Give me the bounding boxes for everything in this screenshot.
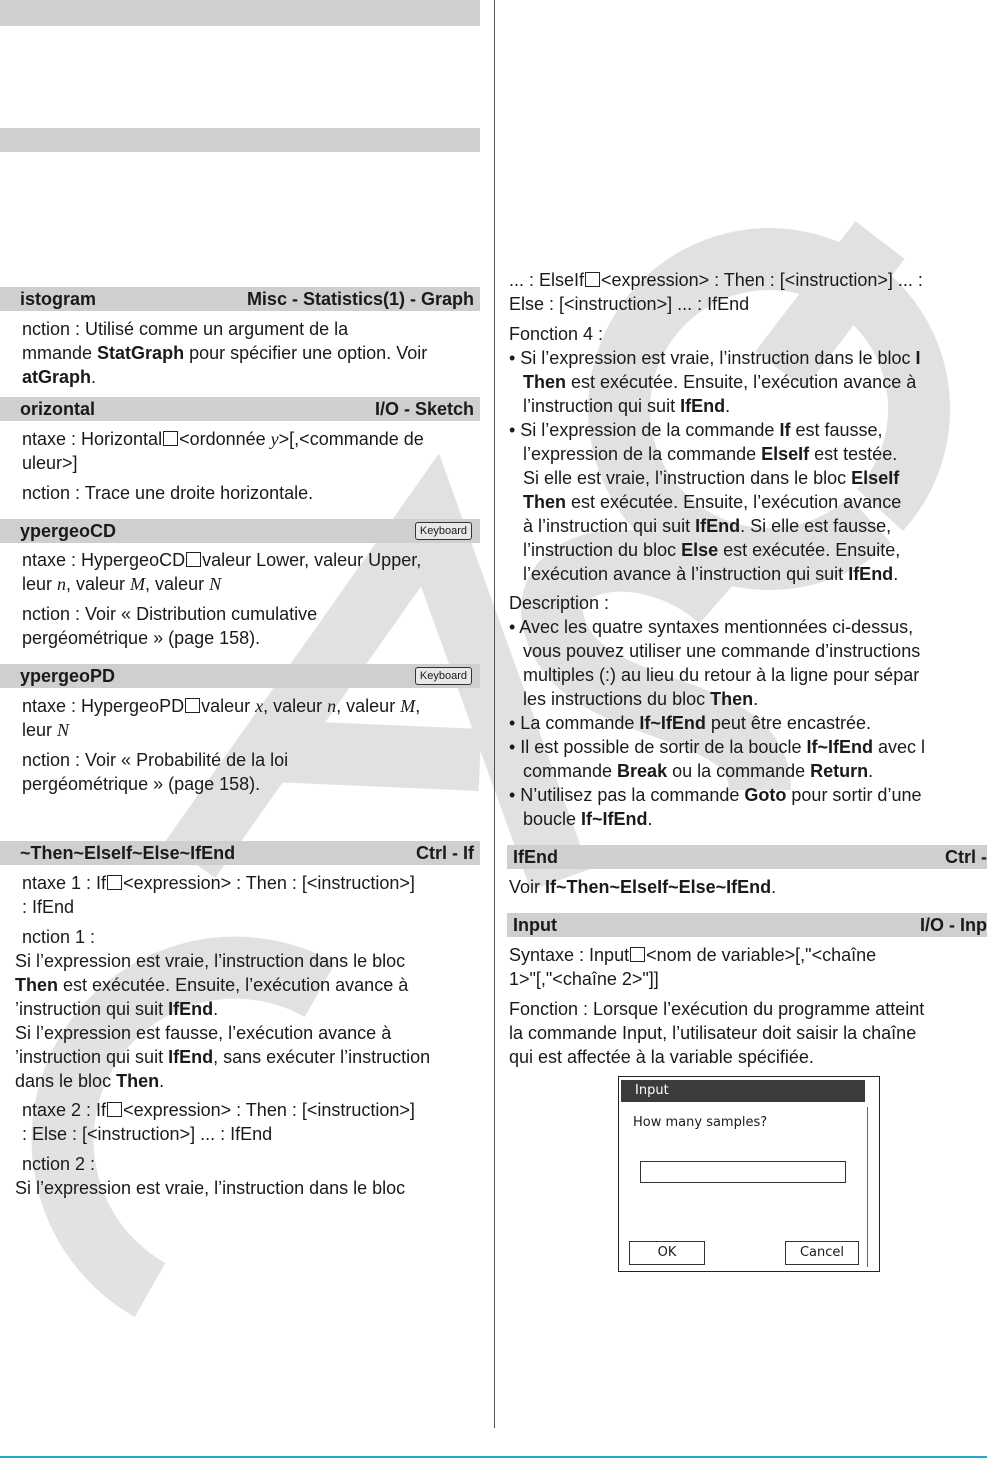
histogram-function-line: nction : Utilisé comme un argument de la bbox=[22, 319, 349, 339]
horizontal-function-line: nction : Trace une droite horizontale. bbox=[22, 483, 314, 503]
space-symbol bbox=[107, 875, 122, 890]
bullet-line: Then est exécutée. Ensuite, l’exécution avance bbox=[523, 492, 902, 512]
keyboard-badge: Keyboard bbox=[415, 522, 472, 540]
header-bar-empty bbox=[0, 128, 480, 152]
input-function-line: la commande Input, l’utilisateur doit saisir la chaîne bbox=[509, 1023, 917, 1043]
ifend-menu-path: Ctrl - bbox=[945, 847, 987, 867]
hypergeocd-title: ypergeoCD bbox=[20, 521, 117, 541]
space-symbol bbox=[630, 947, 645, 962]
dialog-scrollbar[interactable] bbox=[867, 1107, 876, 1267]
bullet-line: vous pouvez utiliser une commande d’instructions bbox=[523, 641, 921, 661]
ifthen-menu-path: Ctrl - If bbox=[416, 843, 474, 863]
hypergeopd-function-line: nction : Voir « Probabilité de la loi bbox=[22, 750, 289, 770]
ifend-reference-line: Voir If~Then~ElseIf~Else~IfEnd. bbox=[509, 877, 777, 897]
bullet-line: Then est exécutée. Ensuite, l’exécution avance à bbox=[523, 372, 917, 392]
header-bar-top bbox=[0, 0, 480, 26]
bullet-line: Si elle est vraie, l’instruction dans le bloc ElseIf bbox=[523, 468, 900, 488]
ifthen-syntax-line: : IfEnd bbox=[22, 897, 75, 917]
bullet-line: l’instruction du bloc Else est exécutée. Ensuite, bbox=[523, 540, 901, 560]
horizontal-menu-path: I/O - Sketch bbox=[374, 399, 474, 419]
hypergeopd-syntax-line: ntaxe : HypergeoPD valeur x, valeur n, valeur M, bbox=[22, 696, 421, 716]
histogram-function-line: mmande StatGraph pour spécifier une option. Voir bbox=[22, 343, 428, 363]
hypergeocd-syntax-line: ntaxe : HypergeoCD valeur Lower, valeur Upper, bbox=[22, 550, 422, 570]
bullet-line: boucle If~IfEnd. bbox=[523, 809, 653, 829]
input-syntax-line: Syntaxe : Input <nom de variable>[,"<chaîne bbox=[509, 945, 877, 965]
bullet-line: • N’utilisez pas la commande Goto pour sortir d’une bbox=[509, 785, 922, 805]
histogram-menu-path: Misc - Statistics(1) - Graph bbox=[246, 289, 474, 309]
space-symbol bbox=[585, 272, 600, 287]
column-divider bbox=[494, 0, 495, 1428]
space-symbol bbox=[163, 431, 178, 446]
horizontal-header bbox=[0, 397, 480, 421]
bullet-line: • Si l’expression de la commande If est fausse, bbox=[509, 420, 883, 440]
ifthen-syntax-line: ntaxe 1 : If <expression> : Then : [<instruction>] bbox=[22, 873, 415, 893]
horizontal-title: orizontal bbox=[20, 399, 95, 419]
ok-button[interactable]: OK bbox=[629, 1241, 705, 1265]
hypergeopd-header bbox=[0, 664, 480, 688]
hypergeopd-syntax-line: leur N bbox=[22, 720, 70, 740]
bullet-line: à l’instruction qui suit IfEnd. Si elle est fausse, bbox=[523, 516, 892, 536]
hypergeopd-function-line: pergéométrique » (page 158). bbox=[22, 774, 261, 794]
ifthen-body-line: dans le bloc Then. bbox=[15, 1071, 165, 1091]
bullet-line: • Si l’expression est vraie, l’instruction dans le bloc I bbox=[509, 348, 921, 368]
hypergeocd-function-line: pergéométrique » (page 158). bbox=[22, 628, 261, 648]
ifthen-body-line: Si l’expression est fausse, l’exécution avance à bbox=[15, 1023, 392, 1043]
bullet-line: l’expression de la commande ElseIf est testée. bbox=[523, 444, 898, 464]
hypergeopd-title: ypergeoPD bbox=[20, 666, 116, 686]
space-symbol bbox=[185, 698, 200, 713]
input-function-line: qui est affectée à la variable spécifiée. bbox=[509, 1047, 814, 1067]
ifthen-title: ~Then~ElseIf~Else~IfEnd bbox=[20, 843, 236, 863]
horizontal-syntax-line: uleur>] bbox=[22, 453, 78, 473]
ifthen-syntax-line: : Else : [<instruction>] ... : IfEnd bbox=[22, 1124, 273, 1144]
horizontal-syntax-line: ntaxe : Horizontal <ordonnée y>[,<commande de bbox=[22, 429, 424, 449]
hypergeocd-syntax-line: leur n, valeur M, valeur N bbox=[22, 574, 222, 594]
histogram-function-line: atGraph. bbox=[22, 367, 97, 387]
bullet-line: les instructions du bloc Then. bbox=[523, 689, 759, 709]
bottom-rule bbox=[0, 1456, 987, 1458]
histogram-title: istogram bbox=[20, 289, 97, 309]
function-heading: Fonction 4 : bbox=[509, 324, 604, 344]
ifthen-syntax-line: ntaxe 2 : If <expression> : Then : [<instruction>] bbox=[22, 1100, 415, 1120]
bullet-line: • La commande If~IfEnd peut être encastrée. bbox=[509, 713, 871, 733]
ifthen-function-heading: nction 2 : bbox=[22, 1154, 96, 1174]
bullet-line: l’instruction qui suit IfEnd. bbox=[523, 396, 731, 416]
ifend-title: IfEnd bbox=[513, 847, 558, 867]
input-menu-path: I/O - Inp bbox=[920, 915, 987, 935]
syntax-continuation-line: ... : ElseIf <expression> : Then : [<instruction>] ... : bbox=[509, 270, 923, 290]
cancel-button[interactable]: Cancel bbox=[785, 1241, 859, 1265]
dialog-title: Input bbox=[621, 1080, 865, 1102]
ifend-header bbox=[507, 845, 987, 869]
syntax-continuation-line: Else : [<instruction>] ... : IfEnd bbox=[509, 294, 750, 314]
input-syntax-line: 1>"[,"<chaîne 2>"]] bbox=[509, 969, 659, 989]
hypergeocd-function-line: nction : Voir « Distribution cumulative bbox=[22, 604, 318, 624]
ifthen-header bbox=[0, 841, 480, 865]
dialog-prompt: How many samples? bbox=[633, 1115, 768, 1130]
hypergeocd-header bbox=[0, 519, 480, 543]
ifthen-body-line: Si l’expression est vraie, l’instruction dans le bloc bbox=[15, 1178, 406, 1198]
keyboard-badge: Keyboard bbox=[415, 667, 472, 685]
ifthen-body-line: Si l’expression est vraie, l’instruction dans le bloc bbox=[15, 951, 406, 971]
bullet-line: commande Break ou la commande Return. bbox=[523, 761, 874, 781]
ifthen-body-line: ’instruction qui suit IfEnd, sans exécuter l’instruction bbox=[15, 1047, 431, 1067]
dialog-input-field[interactable] bbox=[640, 1161, 846, 1183]
ifthen-body-line: ’instruction qui suit IfEnd. bbox=[15, 999, 219, 1019]
input-function-line: Fonction : Lorsque l’exécution du programme atteint bbox=[509, 999, 925, 1019]
ifthen-body-line: Then est exécutée. Ensuite, l’exécution avance à bbox=[15, 975, 409, 995]
bullet-line: • Il est possible de sortir de la boucle If~IfEnd avec l bbox=[509, 737, 925, 757]
description-heading: Description : bbox=[509, 593, 610, 613]
space-symbol bbox=[186, 552, 201, 567]
bullet-line: multiples (:) au lieu du retour à la ligne pour sépar bbox=[523, 665, 920, 685]
histogram-header bbox=[0, 287, 480, 311]
space-symbol bbox=[107, 1102, 122, 1117]
bullet-line: • Avec les quatre syntaxes mentionnées ci-dessus, bbox=[509, 617, 914, 637]
input-dialog-screenshot bbox=[618, 1076, 880, 1272]
input-title: Input bbox=[513, 915, 557, 935]
ifthen-function-heading: nction 1 : bbox=[22, 927, 96, 947]
bullet-line: l’exécution avance à l’instruction qui suit IfEnd. bbox=[523, 564, 899, 584]
input-header bbox=[507, 913, 987, 937]
